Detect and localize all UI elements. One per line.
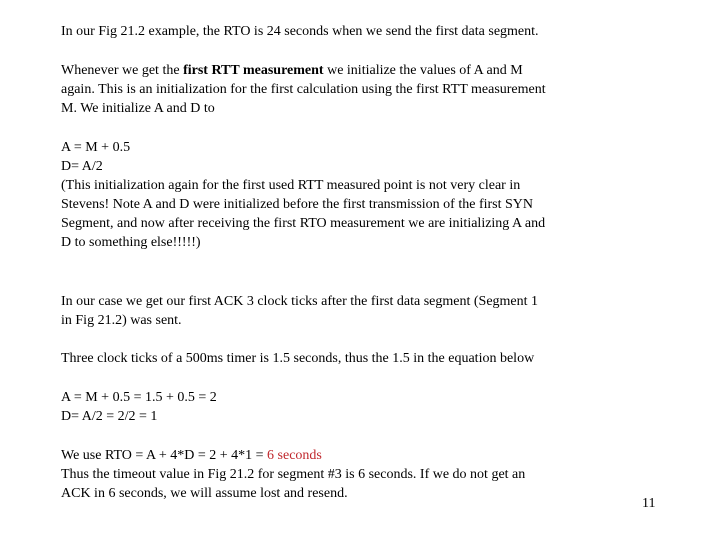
note-line-2: Stevens! Note A and D were initialized before the first transmission of the first SYN — [61, 197, 534, 212]
rto-line-2: Thus the timeout value in Fig 21.2 for segment #3 is 6 seconds. If we do not get an — [61, 467, 526, 482]
page-number: 11 — [642, 496, 656, 511]
rto-line-3: ACK in 6 seconds, we will assume lost and resend. — [61, 486, 348, 501]
intro-paragraph — [61, 22, 641, 41]
equation-a-computed: A = M + 0.5 = 1.5 + 0.5 = 2 — [61, 390, 217, 405]
initialization-line-3: M. We initialize A and D to — [61, 101, 215, 116]
note-line-3: Segment, and now after receiving the first RTO measurement we are initializing A and — [61, 216, 546, 231]
initial-equations-paragraph — [61, 138, 641, 252]
clock-ticks-line: Three clock ticks of a 500ms timer is 1.5 seconds, thus the 1.5 in the equation below — [61, 351, 535, 366]
rto-line-1: We use RTO = A + 4*D = 2 + 4*1 = 6 seconds — [61, 448, 322, 463]
rto-paragraph — [61, 446, 641, 503]
rto-result-highlight: 6 seconds — [267, 448, 322, 463]
initialization-line-1: Whenever we get the first RTT measurement we initialize the values of A and M — [61, 63, 523, 78]
note-line-4: D to something else!!!!!) — [61, 235, 201, 250]
clock-ticks-paragraph — [61, 349, 641, 368]
equation-a-init: A = M + 0.5 — [61, 140, 131, 155]
computed-equations-paragraph — [61, 388, 641, 426]
first-ack-paragraph — [61, 292, 641, 330]
equation-d-init: D= A/2 — [61, 159, 103, 174]
first-ack-line-2: in Fig 21.2) was sent. — [61, 313, 182, 328]
first-rtt-measurement-emphasis: first RTT measurement — [183, 63, 324, 78]
first-ack-line-1: In our case we get our first ACK 3 clock ticks after the first data segment (Segment 1 — [61, 294, 539, 309]
note-line-1: (This initialization again for the first used RTT measured point is not very clear in — [61, 178, 521, 193]
initialization-paragraph — [61, 61, 641, 118]
initialization-line-2: again. This is an initialization for the first calculation using the first RTT measurement — [61, 82, 546, 97]
intro-line: In our Fig 21.2 example, the RTO is 24 seconds when we send the first data segment. — [61, 24, 539, 39]
equation-d-computed: D= A/2 = 2/2 = 1 — [61, 409, 158, 424]
